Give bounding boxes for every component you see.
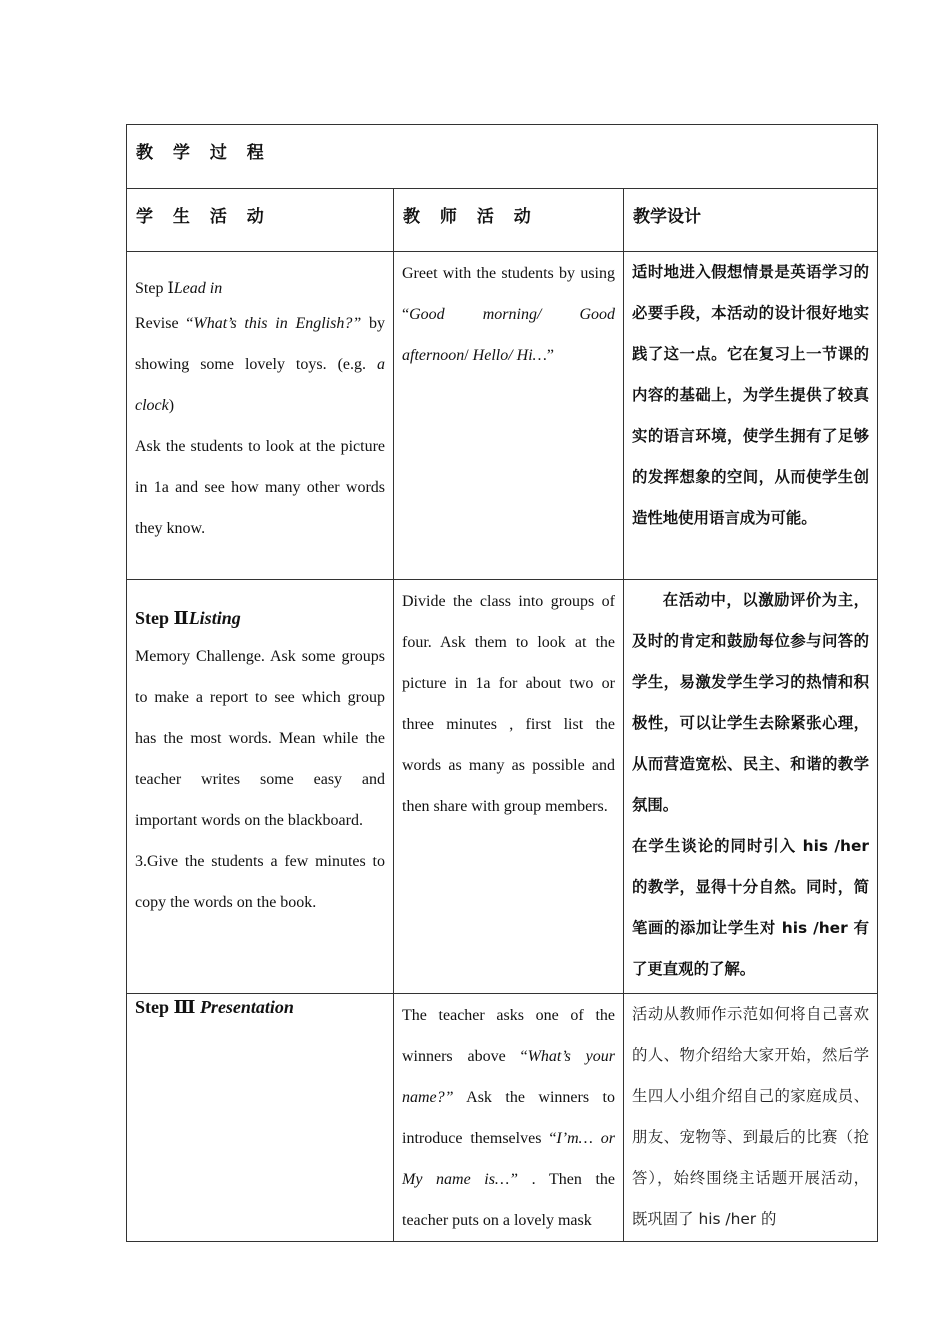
title-row [127, 125, 878, 189]
header-student-cell [127, 189, 394, 252]
step3-row [127, 994, 878, 1242]
table-title-cell [127, 125, 878, 189]
step3-title-prefix: Step Ⅲ [135, 997, 200, 1017]
step3-design-text: 活动从教师作示范如何将自己喜欢的人、物介绍给大家开始，然后学生四人小组介绍自己的家庭成员、朋友、宠物等、到最后的比赛（抢答），始终围绕主话题开展活动，既巩固了 his /her 的 [632, 1005, 870, 1228]
step3-teacher-text-e: . Then the teacher puts on a lovely mask [402, 1171, 615, 1229]
step1-teacher-text-a: Greet with the students by using “ [402, 265, 615, 323]
step3-student-cell [127, 994, 394, 1242]
step1-student-paragraph-1 [135, 303, 385, 426]
step1-design-cell [624, 252, 878, 580]
header-student-activity: 学 生 活 动 [136, 207, 271, 227]
step3-title-italic: Presentation [199, 997, 294, 1017]
step3-teacher-text-a: The teacher asks one of the winners above “ [402, 1007, 615, 1065]
step2-design-text-2: 在学生谈论的同时引入 his /her 的教学，显得十分自然。同时，简笔画的添加让学生对 his /her 有了更直观的了解。 [632, 837, 870, 978]
step2-student-paragraph-1: Memory Challenge. Ask some groups to make a report to see which group has the most words. Mean while the teacher writes some easy and important words on the blackboard. [135, 648, 385, 829]
step1-p1-text-d: a clock [135, 356, 385, 414]
step1-title-prefix: Step Ⅰ [135, 280, 174, 297]
step3-design-cell [624, 994, 878, 1242]
step1-teacher-text-c: / [464, 347, 473, 364]
header-row [127, 189, 878, 252]
step3-teacher-text-d: I’m… or My name is…” [402, 1130, 615, 1188]
step1-design-text: 适时地进入假想情景是英语学习的必要手段，本活动的设计很好地实践了这一点。它在复习上一节课的内容的基础上，为学生提供了较真实的语言环境，使学生拥有了足够的发挥想象的空间，从而使学生创造性地使用语言成为可能。 [632, 263, 870, 527]
step1-teacher-cell [394, 252, 624, 580]
step3-teacher-text-c: Ask the winners to introduce themselves “ [402, 1089, 615, 1147]
step2-title-italic: Listing [188, 608, 241, 628]
step1-student-paragraph-2: Ask the students to look at the picture in 1a and see how many other words they know. [135, 438, 385, 537]
table-title: 教 学 过 程 [136, 143, 271, 163]
header-design-cell [624, 189, 878, 252]
step1-row [127, 252, 878, 580]
step1-teacher-text-e: ” [546, 347, 554, 364]
step3-teacher-cell [394, 994, 624, 1242]
step1-student-cell [127, 252, 394, 580]
step2-title-prefix: Step Ⅱ [135, 608, 189, 628]
step1-teacher-paragraph [402, 253, 615, 376]
step2-design-cell [624, 580, 878, 994]
step1-title [135, 275, 385, 303]
step2-student-paragraph-2: 3.Give the students a few minutes to copy the words on the book. [135, 853, 385, 911]
step2-student-cell [127, 580, 394, 994]
step2-title [135, 604, 385, 632]
header-teacher-cell [394, 189, 624, 252]
step3-teacher-paragraph [402, 995, 615, 1241]
lesson-process-table [126, 124, 878, 1242]
step2-teacher-paragraph: Divide the class into groups of four. Ask them to look at the picture in 1a for about two or three minutes , first list the words as many as possible and then share with group members. [402, 593, 615, 815]
step1-p1-text-b: What’s this in English?” [193, 315, 362, 332]
step3-teacher-text-b: What’s your name?” [402, 1048, 615, 1106]
step1-teacher-text-d: Hello/ Hi… [472, 347, 547, 364]
step1-title-italic: Lead in [173, 280, 223, 297]
step2-teacher-cell [394, 580, 624, 994]
header-teacher-activity: 教 师 活 动 [403, 207, 538, 227]
step2-row [127, 580, 878, 994]
header-teaching-design: 教学设计 [633, 207, 701, 227]
step2-design-text-1: 在活动中，以激励评价为主，及时的肯定和鼓励每位参与问答的学生，易激发学生学习的热情和积极性，可以让学生去除紧张心理，从而营造宽松、民主、和谐的教学氛围。 [632, 591, 870, 814]
step3-title [135, 994, 385, 1020]
step1-p1-text-c: by showing some lovely toys. (e.g. [135, 315, 386, 373]
step1-p1-text-a: Revise “ [135, 315, 194, 332]
step1-teacher-text-b: Good morning/ Good afternoon [402, 306, 615, 364]
step1-p1-text-e: ) [168, 397, 175, 414]
